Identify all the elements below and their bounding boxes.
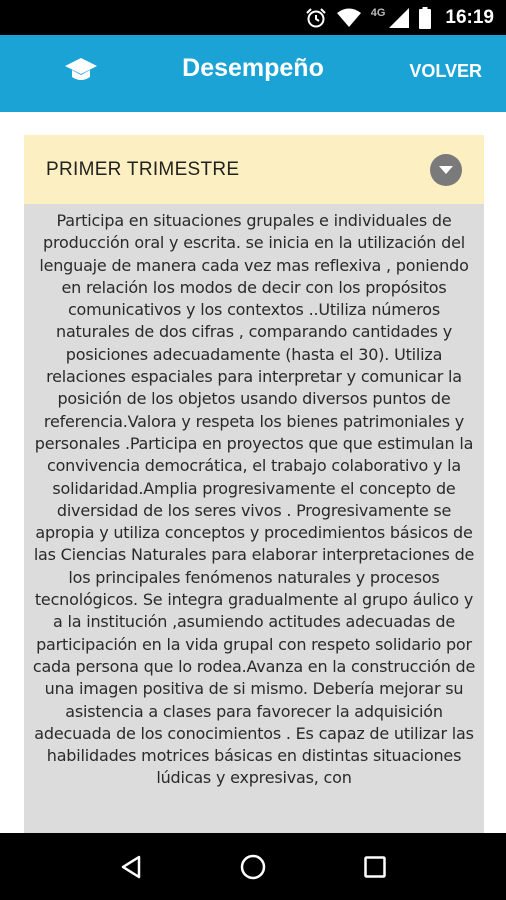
home-circle-icon[interactable] xyxy=(233,847,273,887)
network-type: 4G xyxy=(370,6,386,19)
navigation-bar xyxy=(0,833,506,900)
section-title: PRIMER TRIMESTRE xyxy=(46,158,240,180)
performance-description: Participa en situaciones grupales e individuales de producción oral y escrita. se inicia en la utilización del lenguaje de manera cada vez mas reflexiva , poniendo en relación los modos de decir con los propósitos comunicativos y los contextos ..Utiliza números naturales de dos cifras , comparando cantidades y posiciones adecuadamente (hasta el 30). Utiliza relaciones espaciales para interpretar y comunicar la posición de los objetos usando diversos puntos de referencia.Valora y respeta los bienes patrimoniales y personales .Participa en proyectos que que estimulan la convivencia democrática, el trabajo colaborativo y la solidaridad.Amplia progresivamente el concepto de diversidad de los seres vivos . Progresivamente se apropia y utiliza conceptos y procedimientos básicos de las Ciencias Naturales para elaborar interpretaciones de los principales fenómenos naturales y procesos tecnológicos. Se integra gradualmente al grupo áulico y a la institución ,asumiendo actitudes adecuadas de participación en la vida grupal con respeto solidario por cada persona que lo rodea.Avanza en la construcción de una imagen positiva de si mismo. Debería mejorar su asistencia a clases para favorecer la adquisición adecuada de los conocimientos . Es capaz de utilizar las habilidades motrices básicas en distintas situaciones lúdicas y expresivas, con xyxy=(32,211,476,788)
app-bar xyxy=(0,35,506,112)
primer-trimestre-header[interactable] xyxy=(24,135,484,204)
section-body xyxy=(24,204,484,833)
volver-button[interactable]: VOLVER xyxy=(409,61,482,81)
clock-time: 16:19 xyxy=(445,6,494,28)
back-triangle-icon[interactable] xyxy=(111,847,151,887)
content-area[interactable] xyxy=(0,112,506,833)
chevron-down-icon[interactable] xyxy=(430,154,462,186)
page-title: Desempeño xyxy=(182,54,324,82)
battery-icon xyxy=(419,7,431,29)
recents-square-icon[interactable] xyxy=(355,847,395,887)
alarm-icon xyxy=(305,7,327,29)
wifi-icon xyxy=(337,8,361,28)
status-bar xyxy=(0,0,506,35)
signal-icon xyxy=(389,8,409,28)
